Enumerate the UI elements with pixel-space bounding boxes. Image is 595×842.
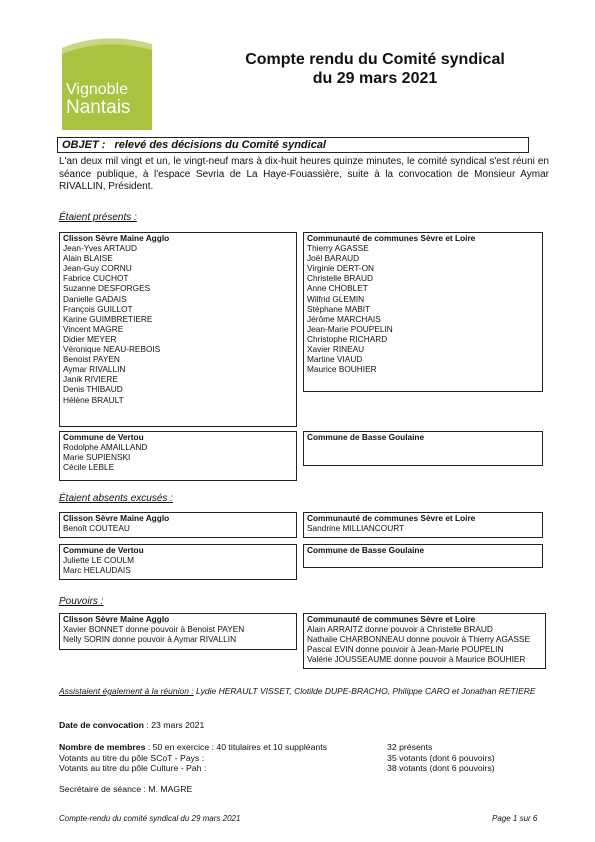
name-line: François GUILLOT [63,303,133,314]
name-line: Benoist PAYEN [63,354,120,365]
name-line: Christophe RICHARD [307,333,388,344]
intro-paragraph: L'an deux mil vingt et un, le vingt-neuf mars à dix-huit heures quinze minutes, le comité syndical s'est réuni en séance publique, à l'espace Sevria de La Haye-Fouassière, suite à la convocation de Monsieur Aymar RIVALLIN, Président. [59,156,549,192]
name-line: Karine GUIMBRETIERE [63,313,153,324]
name-line: Alain ARRAITZ donne pouvoir à Christelle BRAUD [307,624,493,635]
name-line: Alain BLAISE [63,253,113,264]
pouvoirs-sevre-loire-list [304,624,545,664]
objet-label: OBJET : [62,139,106,151]
convocation-value: : 23 mars 2021 [146,720,205,730]
name-line: Martine VIAUD [307,354,363,365]
name-line: Jean-Yves ARTAUD [63,243,137,254]
absents-vertou-box [59,544,297,580]
name-line: Didier MEYER [63,333,117,344]
absents-sevre-loire-box [303,512,543,538]
membres-counts [387,742,537,774]
name-line: Pascal EVIN donne pouvoir à Jean-Marie POUPELIN [307,644,504,655]
name-line: Benoît COUTEAU [63,523,130,534]
box-title: Commune de Vertou [63,545,144,555]
convocation-label: Date de convocation [59,720,144,730]
footer-left: Compte-rendu du comité syndical du 29 mars 2021 [59,814,241,823]
document-title [190,50,560,88]
title-line1: Compte rendu du Comité syndical [245,51,505,68]
name-line: Thierry AGASSE [307,243,369,254]
presents-basse-goulaine-box [303,431,543,466]
scot-value: 35 votants (dont 6 pouvoirs) [387,752,495,763]
presents-vertou-list [60,442,296,472]
culture-value: 38 votants (dont 6 pouvoirs) [387,763,495,774]
absents-basse-goulaine-box [303,544,543,568]
box-title: Commune de Vertou [63,432,144,442]
presents-count: 32 présents [387,742,433,752]
secretaire-line: Secrétaire de séance : M. MAGRE [59,784,193,794]
name-line: Suzanne DESFORGES [63,283,151,294]
name-line: Christelle BRAUD [307,273,373,284]
membres-block [59,742,389,774]
name-line: Denis THIBAUD [63,384,123,395]
pouvoirs-heading: Pouvoirs : [59,596,104,607]
absents-clisson-box [59,512,297,538]
name-line: Wilfrid GLEMIN [307,293,365,304]
name-line: Valérie JOUSSEAUME donne pouvoir à Maurice BOUHIER [307,654,526,665]
pouvoirs-clisson-box [59,613,297,650]
name-line: Vincent MAGRE [63,323,124,334]
presents-clisson-list [60,243,296,405]
name-line: Jean-Guy CORNU [63,263,132,274]
box-title: Commune de Basse Goulaine [307,545,425,555]
logo-line2: Nantais [66,97,131,118]
absents-heading: Étaient absents excusés : [59,493,173,504]
box-title: Communauté de communes Sèvre et Loire [307,233,476,243]
objet-box [57,137,529,153]
absents-vertou-list [60,555,296,575]
box-title: Clisson Sèvre Maine Agglo [63,233,170,243]
name-line: Rodolphe AMAILLAND [63,442,148,453]
name-line: Xavier BONNET donne pouvoir à Benoist PAYEN [63,624,245,635]
presents-vertou-box [59,431,297,481]
name-line: Juliette LE COULM [63,555,135,566]
name-line: Nathalie CHARBONNEAU donne pouvoir à Thierry AGASSE [307,634,531,645]
name-line: Xavier RINEAU [307,344,365,355]
box-title: Commune de Basse Goulaine [307,432,425,442]
pouvoirs-sevre-loire-box [303,613,546,669]
box-title: Communauté de communes Sèvre et Loire [307,513,476,523]
assistaient-label: Assistaient également à la réunion : [59,686,194,696]
name-line: Nelly SORIN donne pouvoir à Aymar RIVALLIN [63,634,237,645]
name-line: Anne CHOBLET [307,283,368,294]
name-line: Jean-Marie POUPELIN [307,323,393,334]
name-line: Fabrice CUCHOT [63,273,129,284]
name-line: Joël BARAUD [307,253,360,264]
name-line: Marie SUPIENSKI [63,452,131,463]
name-line: Cécile LEBLE [63,462,115,473]
name-line: Véronique NEAU-REBOIS [63,344,161,355]
objet-text: relevé des décisions du Comité syndical [114,139,326,151]
assistaient-names: Lydie HERAULT VISSET, Clotilde DUPE-BRACHO, Philippe CARO et Jonathan RETIERE [196,686,536,696]
name-line: Danielle GADAIS [63,293,127,304]
membres-value: : 50 en exercice : 40 titulaires et 10 suppléants [147,742,328,752]
name-line: Janik RIVIERE [63,374,118,385]
vignoble-nantais-logo [62,36,152,130]
assistaient-paragraph [59,686,549,697]
presents-sevre-loire-list [304,243,542,374]
name-line: Marc HELAUDAIS [63,565,131,576]
footer-page-number: Page 1 sur 6 [492,814,538,823]
name-line: Aymar RIVALLIN [63,364,126,375]
presents-sevre-loire-box [303,232,543,392]
culture-label: Votants au titre du pôle Culture - Pah : [59,763,207,774]
logo-text [66,82,152,118]
membres-label: Nombre de membres [59,742,146,752]
name-line: Maurice BOUHIER [307,364,377,375]
presents-heading: Étaient présents : [59,212,137,223]
absents-clisson-list [60,523,296,533]
scot-label: Votants au titre du pôle SCoT - Pays : [59,752,205,763]
convocation-line [59,720,204,731]
logo-line1: Vignoble [66,81,128,98]
name-line: Hélène BRAULT [63,394,124,405]
title-line2: du 29 mars 2021 [312,70,438,87]
membres-line [59,742,389,753]
box-title: Communauté de communes Sèvre et Loire [307,614,476,624]
name-line: Virginie DERT-ON [307,263,375,274]
name-line: Stéphane MABIT [307,303,371,314]
absents-sevre-loire-list [304,523,542,533]
name-line: Sandrine MILLIANCOURT [307,523,405,534]
pouvoirs-clisson-list [60,624,296,644]
box-title: Clisson Sèvre Maine Agglo [63,614,170,624]
name-line: Jérôme MARCHAIS [307,313,381,324]
box-title: Clisson Sèvre Maine Agglo [63,513,170,523]
presents-clisson-box [59,232,297,427]
